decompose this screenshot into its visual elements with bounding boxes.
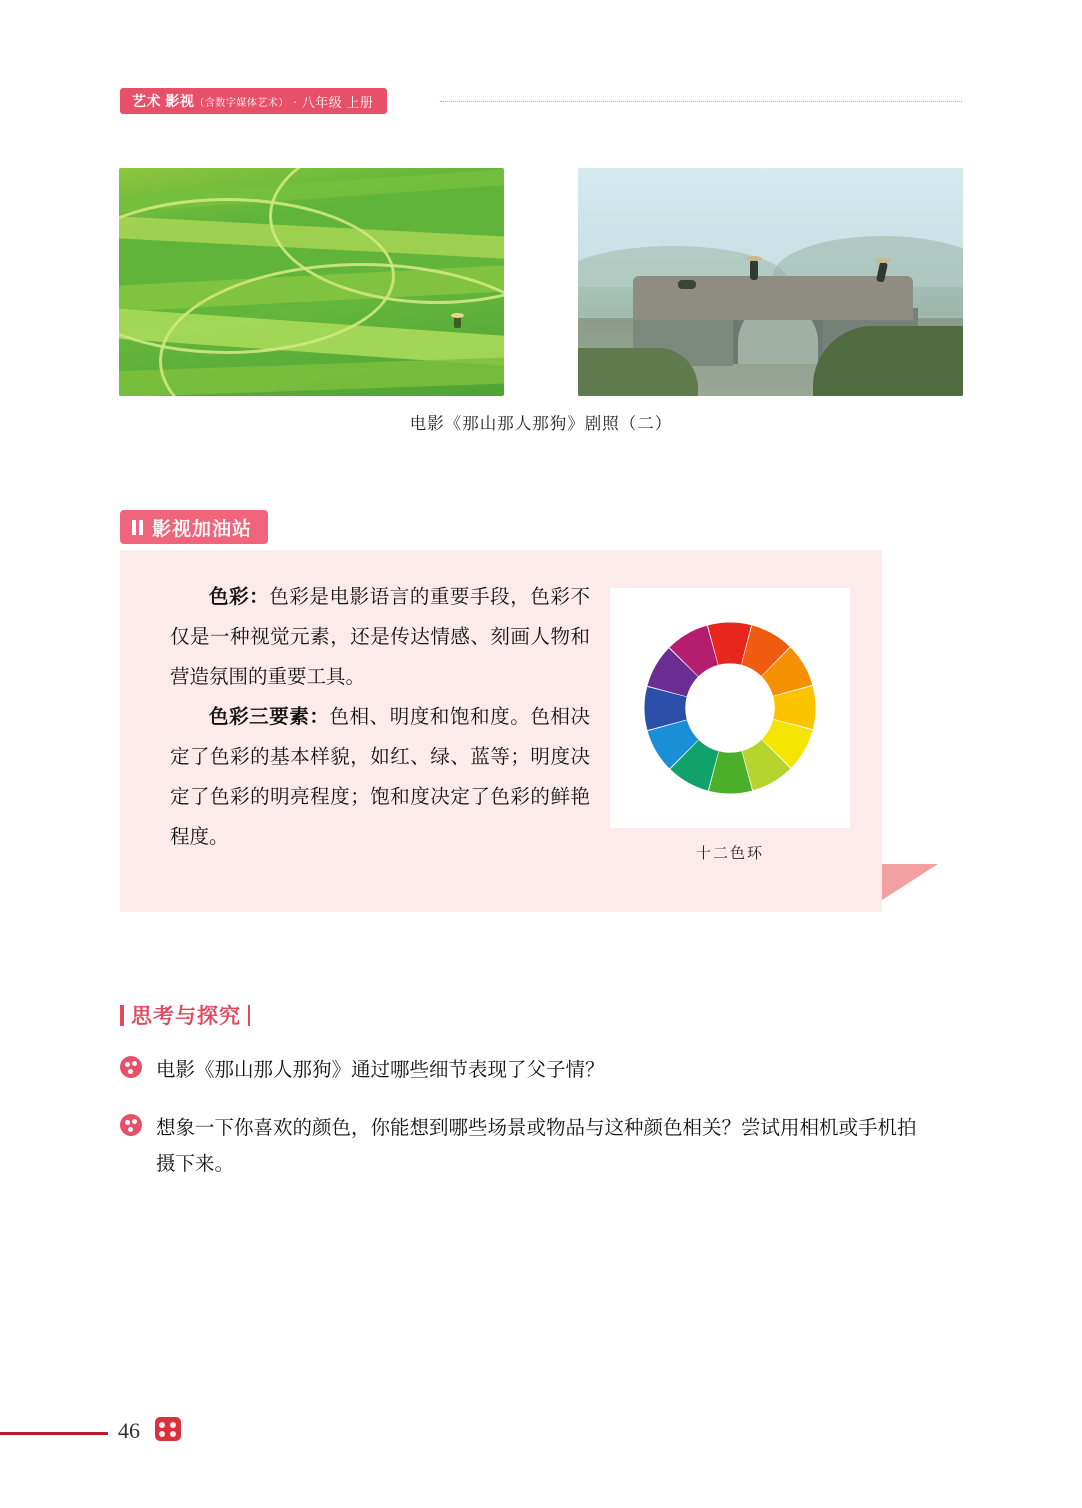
tip-box-body: [170, 578, 590, 858]
tip-paragraph-1: [170, 578, 590, 698]
film-reel-hole: [170, 1431, 176, 1437]
straw-hat: [451, 313, 464, 318]
question-text: 电影《那山那人那狗》通过哪些细节表现了父子情？: [156, 1060, 605, 1081]
color-wheel-icon: [635, 613, 825, 803]
film-reel-hole: [170, 1422, 176, 1428]
section-title-label: 思考与探究: [131, 1005, 241, 1028]
film-reel-hole: [159, 1431, 165, 1437]
river-bank: [578, 348, 698, 396]
person-figure: [750, 260, 758, 280]
header-subject: 艺术 影视: [132, 93, 195, 109]
dog-figure: [678, 280, 696, 289]
tip-paragraph-2-text: 色相、明度和饱和度。色相决定了色彩的基本样貌，如红、绿、蓝等；明度决定了色彩的明亮程度；饱和度决定了色彩的鲜艳程度。: [170, 707, 590, 848]
question-list: [120, 1053, 920, 1205]
tip-box: [120, 550, 882, 912]
list-item: [120, 1111, 920, 1183]
photo-stone-bridge: [578, 168, 963, 396]
bridge-deck: [633, 276, 913, 320]
photo-rice-terraces: [119, 168, 504, 396]
film-reel-body: [155, 1417, 181, 1441]
film-dot-icon: [120, 1056, 142, 1078]
header-subject-tag: [120, 88, 387, 114]
title-bar-left: [120, 1005, 124, 1026]
straw-hat: [746, 256, 762, 261]
pause-bars-icon: [132, 520, 144, 535]
color-wheel-caption: 十二色环: [695, 846, 764, 862]
color-wheel-figure: [610, 588, 850, 863]
figure-caption: 电影《那山那人那狗》剧照（二）: [409, 414, 673, 433]
title-bar-right: [248, 1005, 250, 1026]
header-dotted-rule: [440, 101, 962, 102]
tip-box-corner-flag: [882, 864, 938, 900]
list-item: [120, 1053, 920, 1089]
tip-paragraph-1-text: 色彩是电影语言的重要手段，色彩不仅是一种视觉元素，还是传达情感、刻画人物和营造氛围的重要工具。: [170, 587, 590, 688]
tip-paragraph-2: [170, 698, 590, 858]
tip-box-badge: [120, 510, 268, 544]
header-grade: 八年级 上册: [301, 94, 374, 110]
section-title-think: [120, 1000, 250, 1030]
film-reel-hole: [159, 1422, 165, 1428]
question-text: 想象一下你喜欢的颜色，你能想到哪些场景或物品与这种颜色相关？尝试用相机或手机拍摄下来。: [156, 1118, 917, 1175]
tip-box-badge-label: 影视加油站: [152, 518, 253, 540]
page-header: [120, 88, 962, 114]
straw-hat: [875, 258, 891, 263]
film-reel-icon: [155, 1417, 183, 1443]
color-wheel-card: [610, 588, 850, 828]
tip-paragraph-1-lead: 色彩：: [209, 587, 270, 608]
film-still-pair: [119, 168, 963, 396]
header-parenthetical: （含数字媒体艺术）: [194, 97, 289, 109]
header-separator: ·: [292, 93, 298, 109]
film-dot-icon: [120, 1114, 142, 1136]
tip-paragraph-2-lead: 色彩三要素：: [209, 707, 330, 728]
footer-rule: [0, 1432, 108, 1435]
page-number: 46: [118, 1418, 140, 1443]
